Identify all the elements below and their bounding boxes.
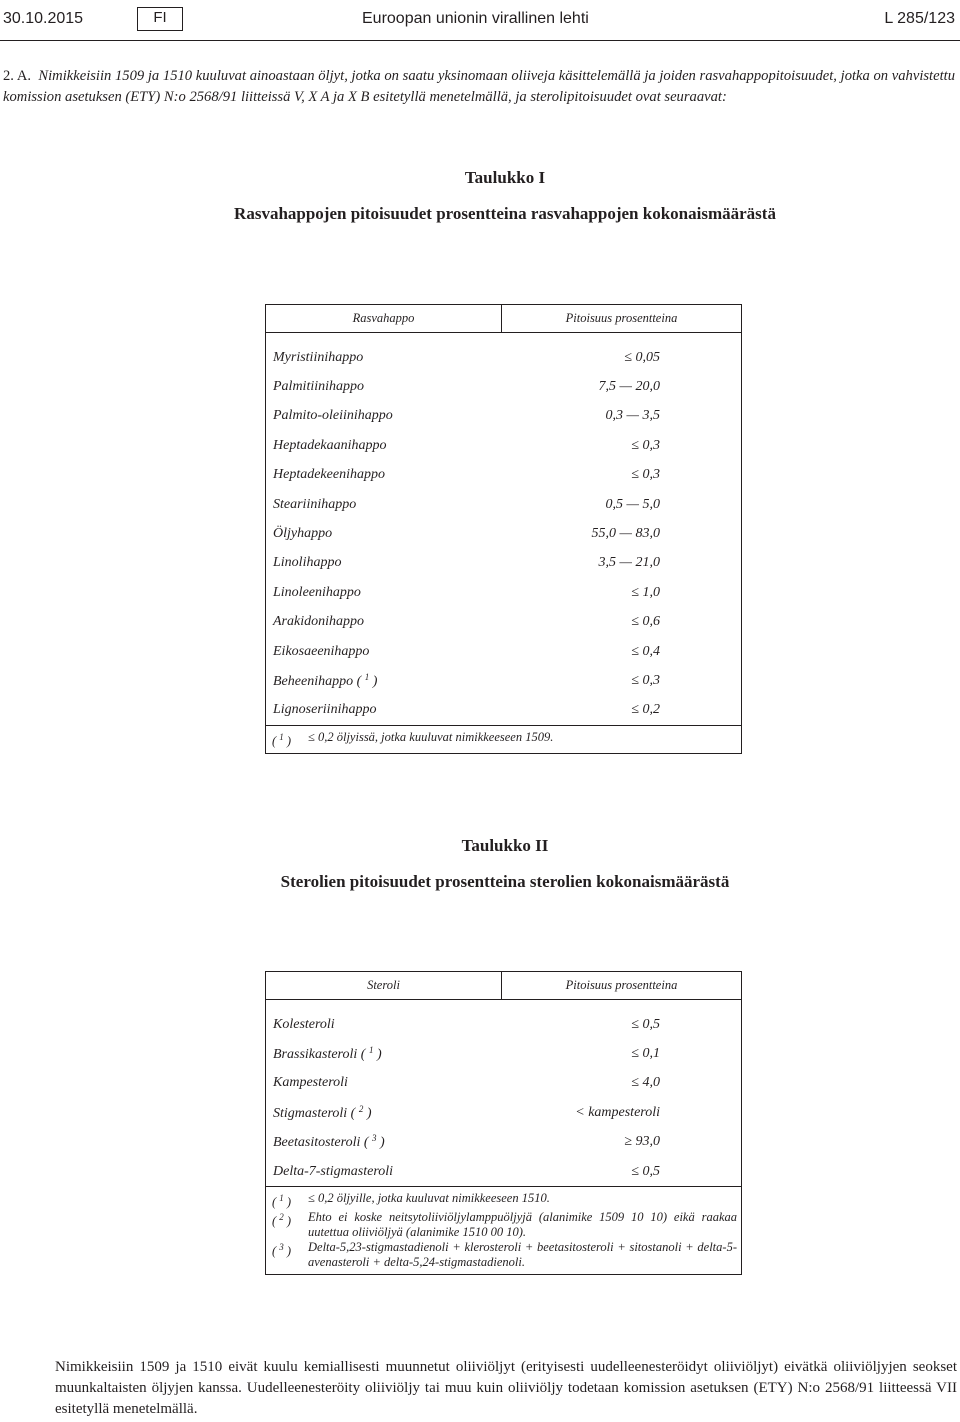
column-header-fatty-acid: Rasvahappo (266, 305, 502, 333)
footnote-text: ≤ 0,2 öljyille, jotka kuuluvat nimikkeeseen 1510. (308, 1191, 550, 1206)
footnote-marker: ( $^1$ ) (272, 1193, 292, 1210)
cell-name: Beheenihappo ( $^1$ ) (273, 671, 378, 689)
footnotes (266, 1187, 742, 1275)
footnote-ref: 3 (372, 1133, 377, 1144)
sterol-table (265, 971, 742, 1275)
compound-name: Stigmasteroli (273, 1105, 348, 1121)
footnote (272, 730, 737, 749)
compound-name: Delta-7-stigmasteroli (273, 1163, 394, 1179)
table-row (266, 1000, 742, 1040)
cell-value: ≤ 1,0 (631, 584, 660, 600)
table-row (266, 1039, 742, 1068)
column-header-content: Pitoisuus prosentteina (502, 972, 742, 1000)
column-header-sterol: Steroli (266, 972, 502, 1000)
compound-name: Lignoseriinihappo (273, 702, 377, 718)
compound-name: Heptadekeenihappo (273, 467, 385, 483)
compound-name: Myristiinihappo (273, 349, 364, 365)
cell-value: < kampesteroli (575, 1104, 660, 1120)
compound-name: Brassikasteroli (273, 1047, 358, 1063)
page-reference: L 285/123 (884, 10, 955, 27)
cell-name (266, 1157, 502, 1187)
compound-name: Linoleenihappo (273, 584, 361, 600)
cell-value: ≤ 0,3 (631, 437, 660, 453)
table-row (266, 666, 742, 695)
compound-name: Kolesteroli (273, 1016, 335, 1032)
footnote (272, 1210, 737, 1240)
compound-name: Beheenihappo (273, 673, 354, 689)
fatty-acid-table (265, 304, 742, 754)
footnotes-row (266, 726, 742, 754)
table-row (266, 1157, 742, 1187)
footnote-text: ≤ 0,2 öljyissä, jotka kuuluvat nimikkeeseen 1509. (308, 730, 554, 745)
cell-name (266, 637, 502, 666)
cell-value: ≤ 0,3 (631, 672, 660, 688)
closing-paragraph: Nimikkeisiin 1509 ja 1510 eivät kuulu kemiallisesti muunnetut oliiviöljyt (erityisesti uudelleenesteröidyt oliiviöljyt) eivätkä oliiviöljyjen seokset muunkaltaisten öljyjen kanssa. Uudelleenesteröity oliiviöljy tai muu kuin oliiviöljy todetaan komission asetuksen (ETY) N:o 2568/91 liitteessä VII esitetyllä menetelmällä. (55, 1359, 957, 1417)
cell-name (266, 1000, 502, 1040)
table-row (266, 1069, 742, 1098)
table1-caption-number: Taulukko I (464, 168, 546, 187)
cell-value: ≤ 0,1 (631, 1046, 660, 1062)
cell-name (266, 1069, 502, 1098)
cell-value: ≤ 4,0 (631, 1075, 660, 1091)
footnotes (266, 726, 742, 754)
footnote-ref: 1 (364, 671, 370, 682)
cell-value: ≤ 0,2 (631, 702, 660, 718)
table-row (266, 519, 742, 548)
cell-name (266, 549, 502, 578)
cell-value: 0,5 — 5,0 (605, 496, 660, 512)
page-header (0, 7, 960, 33)
table-row (266, 372, 742, 401)
cell-name (266, 578, 502, 607)
cell-value: ≤ 0,5 (631, 1163, 660, 1179)
table2-caption-title: Sterolien pitoisuudet prosentteina sterolien kokonaismäärästä (280, 872, 730, 891)
table-header-row (266, 305, 742, 333)
header-rule (0, 40, 960, 41)
table-row (266, 333, 742, 373)
cell-name (266, 372, 502, 401)
footnote-marker: ( $^2$ ) (272, 1212, 292, 1229)
table-row (266, 549, 742, 578)
cell-value: 3,5 — 21,0 (598, 555, 660, 571)
table-row (266, 578, 742, 607)
journal-title: Euroopan unionin virallinen lehti (362, 10, 589, 27)
compound-name: Palmito-oleiinihappo (273, 408, 393, 424)
compound-name: Steariinihappo (273, 496, 357, 512)
footnote (272, 1191, 737, 1210)
cell-value: ≤ 0,5 (631, 1016, 660, 1032)
footnote-ref: 2 (358, 1103, 364, 1114)
cell-name (266, 519, 502, 548)
table-row (266, 461, 742, 490)
compound-name: Arakidonihappo (273, 614, 364, 630)
table1-caption-title: Rasvahappojen pitoisuudet prosentteina rasvahappojen kokonaismäärästä (234, 204, 776, 223)
table-row (266, 608, 742, 637)
footnote-number: 2 (279, 1212, 284, 1223)
cell-value: ≤ 0,6 (631, 614, 660, 630)
cell-name (266, 608, 502, 637)
compound-name: Heptadekaanihappo (273, 437, 387, 453)
intro-paragraph (3, 66, 955, 108)
cell-name (266, 696, 502, 726)
compound-name: Palmitiinihappo (273, 379, 364, 395)
compound-name: Öljyhappo (273, 526, 333, 542)
cell-name (266, 461, 502, 490)
cell-value: 7,5 — 20,0 (598, 379, 660, 395)
cell-value: 55,0 — 83,0 (591, 526, 660, 542)
footnote (272, 1240, 737, 1270)
cell-name: Stigmasteroli ( $^2$ ) (273, 1103, 372, 1121)
compound-name: Beetasitosteroli (273, 1135, 361, 1151)
footnote-text: Delta-5,23-stigmastadienoli + klerosteroli + beetasitosteroli + sitostanoli + delta-5-avenasteroli + delta-5,24-stigmastadienoli. (308, 1240, 737, 1270)
sterol-table-body (266, 1000, 742, 1275)
publication-date: 30.10.2015 (3, 10, 84, 27)
footnote-number: 3 (279, 1242, 284, 1253)
table-row (266, 696, 742, 726)
fatty-acid-table-body (266, 333, 742, 754)
table-row (266, 431, 742, 460)
cell-name: Beetasitosteroli ( $^3$ ) (273, 1133, 385, 1151)
cell-value: ≥ 93,0 (624, 1134, 660, 1150)
footnote-number: 1 (279, 1193, 284, 1204)
intro-number: 2. A. (3, 68, 32, 84)
compound-name: Kampesteroli (273, 1075, 348, 1091)
table-row (266, 490, 742, 519)
table-row (266, 637, 742, 666)
cell-name: Brassikasteroli ( $^1$ ) (273, 1045, 382, 1063)
language-badge: FI (137, 7, 183, 31)
footnote-ref: 1 (368, 1045, 374, 1056)
table-row (266, 1098, 742, 1127)
footnote-number: 1 (279, 732, 284, 743)
table-header-row (266, 972, 742, 1000)
column-header-content: Pitoisuus prosentteina (502, 305, 742, 333)
table-row (266, 402, 742, 431)
table2-caption-number: Taulukko II (461, 836, 549, 855)
footnote-marker: ( $^1$ ) (272, 732, 292, 749)
cell-value: 0,3 — 3,5 (605, 408, 660, 424)
cell-name (266, 402, 502, 431)
footnote-marker: ( $^3$ ) (272, 1242, 292, 1259)
cell-value: ≤ 0,4 (631, 643, 660, 659)
cell-name (266, 333, 502, 373)
cell-name (266, 431, 502, 460)
compound-name: Eikosaeenihappo (273, 643, 370, 659)
table-row (266, 1128, 742, 1157)
cell-name (266, 490, 502, 519)
intro-text: Nimikkeisiin 1509 ja 1510 kuuluvat ainoastaan öljyt, jotka on saatu yksinomaan oliiveja käsittelemällä ja joiden rasvahappopitoisuudet, jotka on vahvistettu komission asetuksen (ETY) N:o 2568/91 liitteissä V, X A ja X B esitetyllä menetelmällä, ja sterolipitoisuudet ovat seuraavat: (3, 68, 955, 105)
cell-value: ≤ 0,05 (624, 349, 660, 365)
compound-name: Linolihappo (273, 555, 342, 571)
footnotes-row (266, 1187, 742, 1275)
footnote-text: Ehto ei koske neitsytoliiviöljylamppuöljyjä (alanimike 1509 10 10) eikä raakaa uutettua oliiviöljyä (alanimike 1510 00 10). (308, 1210, 737, 1240)
cell-value: ≤ 0,3 (631, 467, 660, 483)
